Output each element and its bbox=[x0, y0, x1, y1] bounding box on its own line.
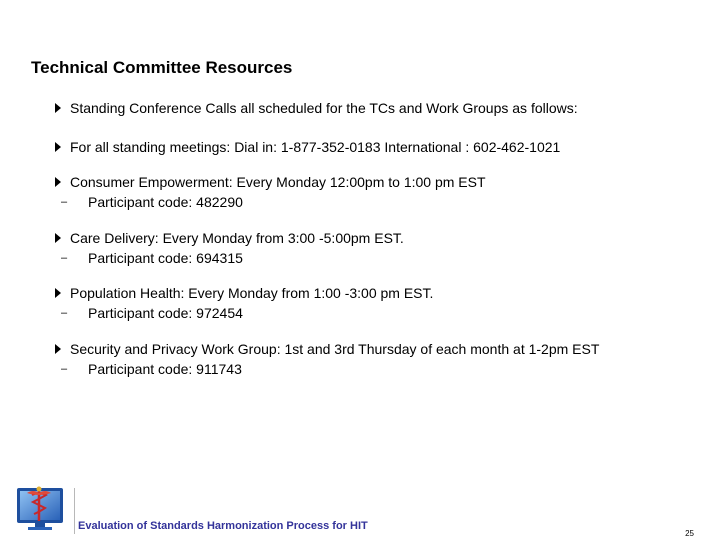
footer-divider bbox=[74, 488, 75, 534]
slide-title: Technical Committee Resources bbox=[31, 58, 293, 77]
bullet-text: Consumer Empowerment: Every Monday 12:00pm to 1:00 pm EST bbox=[70, 174, 486, 190]
page-number: 25 bbox=[685, 529, 694, 538]
footer-text: Evaluation of Standards Harmonization Process for HIT bbox=[78, 520, 368, 532]
participant-code: Participant code: 482290 bbox=[88, 194, 243, 210]
bullet-text: Security and Privacy Work Group: 1st and 3rd Thursday of each month at 1-2pm EST bbox=[70, 341, 600, 357]
bullet-text: Care Delivery: Every Monday from 3:00 -5:00pm EST. bbox=[70, 230, 404, 246]
bullet-arrow-icon bbox=[55, 288, 61, 298]
bullet-text: For all standing meetings: Dial in: 1-877-352-0183 International : 602-462-1021 bbox=[70, 139, 561, 155]
bullet-arrow-icon bbox=[55, 142, 61, 152]
bullet-arrow-icon bbox=[55, 233, 61, 243]
bullet-text: Standing Conference Calls all scheduled for the TCs and Work Groups as follows: bbox=[70, 100, 578, 116]
bullet-text: Population Health: Every Monday from 1:00 -3:00 pm EST. bbox=[70, 285, 434, 301]
bullet-item bbox=[55, 228, 715, 268]
bullet-item bbox=[55, 137, 715, 157]
bullet-item bbox=[55, 283, 715, 323]
bullet-arrow-icon bbox=[55, 103, 61, 113]
medical-caduceus-monitor-icon bbox=[13, 483, 71, 531]
bullet-item bbox=[55, 172, 715, 212]
bullet-list bbox=[55, 98, 715, 379]
sub-bullet-dash: – bbox=[61, 363, 68, 375]
sub-bullet-dash: – bbox=[61, 196, 68, 208]
sub-bullet-dash: – bbox=[61, 252, 68, 264]
bullet-item bbox=[55, 98, 715, 118]
bullet-arrow-icon bbox=[55, 177, 61, 187]
participant-code: Participant code: 972454 bbox=[88, 305, 243, 321]
bullet-item bbox=[55, 339, 715, 379]
bullet-arrow-icon bbox=[55, 344, 61, 354]
participant-code: Participant code: 694315 bbox=[88, 250, 243, 266]
participant-code: Participant code: 911743 bbox=[88, 361, 242, 377]
sub-bullet-dash: – bbox=[61, 307, 68, 319]
